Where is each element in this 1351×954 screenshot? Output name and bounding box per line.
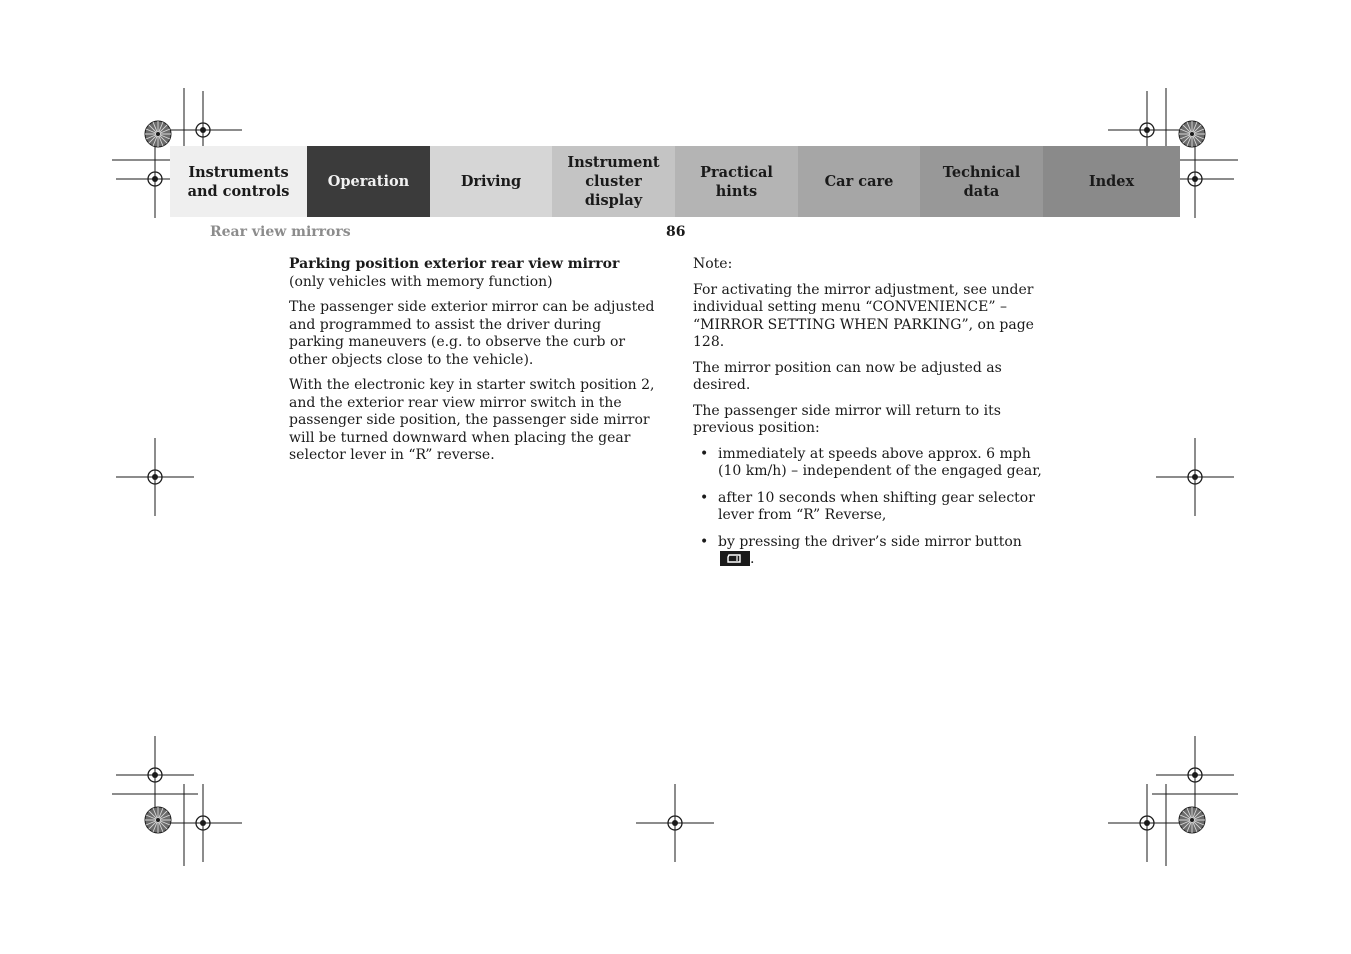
tab-label: Practical hints [700, 163, 773, 200]
tab-label: Instruments and controls [187, 163, 290, 200]
bullet-list [693, 446, 1058, 569]
intro-block [289, 256, 659, 291]
tab-driving[interactable] [430, 146, 552, 217]
section-heading: Parking position exterior rear view mirror [289, 256, 620, 272]
color-target-mark [145, 121, 171, 147]
sentence-end: . [750, 551, 755, 567]
registration-mark [1156, 736, 1234, 814]
tab-operation[interactable] [307, 146, 430, 217]
tab-car-care[interactable] [798, 146, 920, 217]
tab-instruments-and-controls[interactable] [170, 146, 307, 217]
note-label: Note: [693, 256, 733, 272]
list-item-text: immediately at speeds above approx. 6 mph (10 km/h) – independent of the engaged gear, [718, 445, 1042, 479]
list-item [693, 490, 1058, 525]
color-target-mark [1179, 807, 1205, 833]
bullet-symbol: • [700, 445, 709, 462]
list-item [693, 446, 1058, 481]
paragraph: The passenger side exterior mirror can be adjusted and programmed to assist the driver during parking maneuvers (e.g. to observe the curb or other objects close to the vehicle). [289, 299, 655, 368]
registration-mark [164, 784, 242, 862]
list-item-text: by pressing the driver’s side mirror button [718, 533, 1022, 550]
section-subheading: (only vehicles with memory function) [289, 273, 553, 290]
tab-instrument-cluster-display[interactable] [552, 146, 675, 217]
bullet-symbol: • [700, 533, 709, 550]
tab-index[interactable] [1043, 146, 1180, 217]
tab-label: Index [1088, 173, 1135, 190]
list-item-text: after 10 seconds when shifting gear selector lever from “R” Reverse, [718, 489, 1035, 523]
driver-mirror-button-icon [720, 551, 750, 566]
tab-label: Operation [327, 173, 410, 190]
color-target-mark [1179, 121, 1205, 147]
paragraph: The mirror position can now be adjusted as desired. [693, 359, 1002, 393]
color-target-mark [145, 807, 171, 833]
bullet-symbol: • [700, 489, 709, 506]
paragraph: The passenger side mirror will return to its previous position: [693, 402, 1001, 436]
chapter-tab-bar [170, 146, 1180, 217]
registration-mark [636, 784, 714, 862]
section-title: Rear view mirrors [210, 224, 351, 240]
list-item [693, 534, 1058, 569]
registration-mark [116, 736, 194, 814]
paragraph: For activating the mirror adjustment, see under individual setting menu “CONVENIENCE” – “MIRROR SETTING WHEN PARKING”, on page 128. [693, 281, 1034, 350]
registration-mark [1108, 784, 1186, 862]
tab-technical-data[interactable] [920, 146, 1043, 217]
registration-mark [116, 438, 194, 516]
paragraph: With the electronic key in starter switch position 2, and the exterior rear view mirror switch in the passenger side position, the passenger side mirror will be turned downward when placing the gear selector lever in “R” reverse. [289, 377, 655, 463]
tab-label: Car care [824, 173, 894, 190]
tab-label: Instrument cluster display [567, 154, 660, 209]
right-column [693, 256, 1058, 578]
tab-label: Technical data [942, 163, 1021, 200]
registration-mark [1156, 438, 1234, 516]
page-number: 86 [666, 224, 686, 240]
tab-label: Driving [460, 173, 522, 190]
left-column [289, 256, 659, 473]
tab-practical-hints[interactable] [675, 146, 798, 217]
